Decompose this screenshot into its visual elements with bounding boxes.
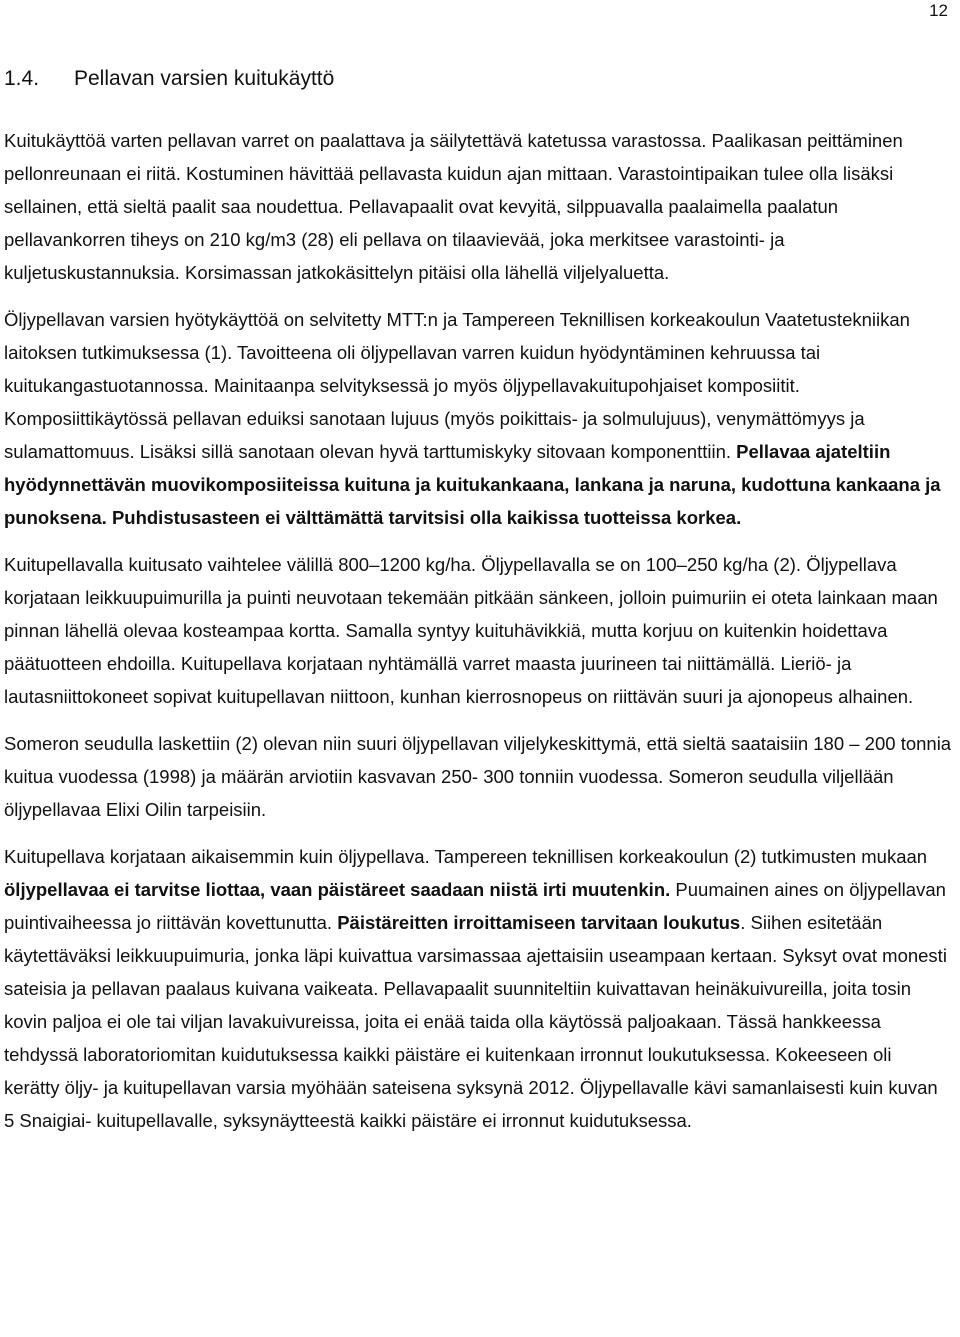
bold-text-run: Päistäreitten irroittamiseen tarvitaan loukutus xyxy=(337,912,741,933)
text-run: Puumainen aines on öljypellavan puintivaiheessa jo riittävän kovettunutta. xyxy=(4,879,946,933)
paragraph-harvest xyxy=(4,548,952,713)
section-title: Pellavan varsien kuitukäyttö xyxy=(74,67,335,90)
text-run: Kuitukäyttöä varten pellavan varret on paalattava ja säilytettävä katetussa varastossa. Paalikasan peittäminen pellonreunaan ei riitä. Kostuminen hävittää pellavasta kuidun ajan mittaan. Varastointipaikan tulee olla lisäksi sellainen, että sieltä paalit saa noudettua. Pellavapaalit ovat kevyitä, silppuavalla paalaimella paalatun pellavankorren tiheys on 210 kg/m3 (28) eli pellava on tilaavievää, joka merkitsee varastointi- ja kuljetuskustannuksia. Korsimassan jatkokäsittelyn pitäisi olla lähellä viljelyaluetta. xyxy=(4,130,903,283)
text-run: Kuitupellavalla kuitusato vaihtelee välillä 800–1200 kg/ha. Öljypellavalla se on 100–250 kg/ha (2). Öljypellava korjataan leikkuupuimurilla ja puinti neuvotaan tekemään pitkään sänkeen, jolloin puimuriin ei oteta lainkaan maan pinnan lähellä olevaa kosteampaa kortta. Samalla syntyy kuituhävikkiä, mutta korjuu on kuitenkin hoidettava päätuotteen ehdoilla. Kuitupellava korjataan nyhtämällä varret maasta juurineen tai niittämällä. Lieriö- ja lautasniittokoneet sopivat kuitupellavan niittoon, kunhan kierrosnopeus on riittävän suuri ja ajonopeus alhainen. xyxy=(4,554,938,707)
paragraph-storage xyxy=(4,124,952,289)
text-run: Someron seudulla laskettiin (2) olevan niin suuri öljypellavan viljelykeskittymä, että sieltä saataisiin 180 – 200 tonnia kuitua vuodessa (1998) ja määrän arviotiin kasvavan 250- 300 tonniin vuodessa. Someron seudulla viljellään öljypellavaa Elixi Oilin tarpeisiin. xyxy=(4,733,952,820)
paragraph-retting xyxy=(4,840,952,1137)
bold-text-run: Pellavaa ajateltiin hyödynnettävän muovikomposiiteissa kuituna ja kuitukankaana, lankana ja naruna, kudottuna kankaana ja punoksena. Puhdistusasteen ei välttämättä tarvitsisi olla kaikissa tuotteissa korkea. xyxy=(4,441,941,528)
text-run: Kuitupellava korjataan aikaisemmin kuin öljypellava. Tampereen teknillisen korkeakoulun (2) tutkimusten mukaan xyxy=(4,846,928,867)
section-number: 1.4. xyxy=(4,67,40,90)
text-run: . Siihen esitetään käytettäväksi leikkuupuimuria, jonka läpi kuivattua varsimassaa ajettaisiin useampaan kertaan. Syksyt ovat monesti sateisia ja pellavan paalaus kuivana vaikeata. Pellavapaalit suunniteltiin kuivattavan heinäkuivureilla, joita tosin kovin paljoa ei ole tai viljan lavakuivureissa, joita ei enää taida olla käytössä paljoakaan. Tässä hankkeessa tehdyssä laboratoriomitan kuidutuksessa kaikki päistäre ei kuitenkaan irronnut loukutuksessa. Kokeeseen oli kerätty öljy- ja kuitupellavan varsia myöhään sateisena syksynä 2012. Öljypellavalle kävi samanlaisesti kuin kuvan 5 Snaigiai- kuitupellavalle, syksynäytteestä kaikki päistäre ei irronnut kuidutuksessa. xyxy=(4,912,947,1131)
page-number: 12 xyxy=(929,1,948,20)
paragraph-somero xyxy=(4,727,952,826)
text-run: Öljypellavan varsien hyötykäyttöä on selvitetty MTT:n ja Tampereen Teknillisen korkeakoulun Vaatetustekniikan laitoksen tutkimuksessa (1). Tavoitteena oli öljypellavan varren kuidun hyödyntäminen kehruussa tai kuitukangastuotannossa. Mainitaanpa selvityksessä jo myös öljypellavakuitupohjaiset komposiitit. Komposiittikäytössä pellavan eduiksi sanotaan lujuus (myös poikittais- ja solmulujuus), venymättömyys ja sulamattomuus. Lisäksi sillä sanotaan olevan hyvä tarttumiskyky sitovaan komponenttiin. xyxy=(4,309,910,462)
bold-text-run: öljypellavaa ei tarvitse liottaa, vaan päistäreet saadaan niistä irti muutenkin. xyxy=(4,879,671,900)
document-body xyxy=(4,62,952,1151)
paragraph-fiber-use xyxy=(4,303,952,534)
section-heading xyxy=(4,62,952,96)
